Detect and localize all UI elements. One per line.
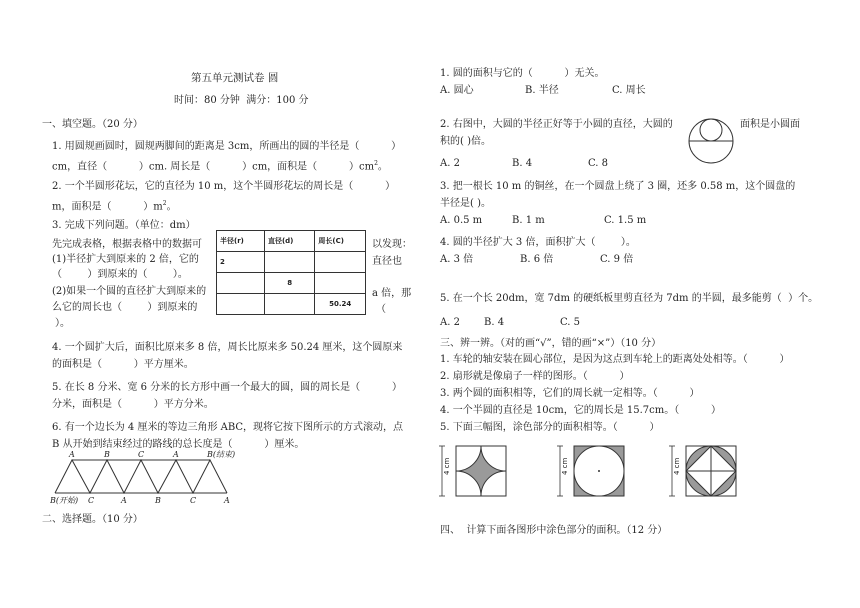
- dim-label-2: 4 cm: [561, 457, 569, 475]
- q1-line1: 1. 用圆规画圆时，圆规两脚间的距离是 3cm，所画出的圆的半径是（ ）: [52, 141, 402, 152]
- c4-option-a: A. 3 倍: [440, 254, 474, 265]
- section-choice-heading: 二、选择题。（10 分）: [42, 514, 143, 525]
- c4-option-c: C. 9 倍: [600, 254, 634, 265]
- c5-option-b: B. 4: [484, 317, 505, 328]
- table-cell: [264, 252, 314, 273]
- shaded-figures: [436, 440, 748, 510]
- c4-question: 4. 圆的半径扩大 3 倍，面积扩大（ ）。: [440, 237, 636, 248]
- q3-text-2: (1)半径扩大到原来的 2 倍，它的: [52, 254, 199, 265]
- q3-text-5: 么它的周长也（ ）到原来的: [52, 302, 198, 313]
- q6-line2: B 从开始到结束经过的路线的总长度是（ ）厘米。: [52, 439, 305, 450]
- q6-line1: 6. 有一个边长为 4 厘米的等边三角形 ABC，现将它按下图所示的方式滚动，点: [52, 422, 404, 433]
- tri-label-bottom: B: [155, 496, 161, 505]
- table-cell: [315, 273, 366, 294]
- q3-text-3: （ ）到原来的（ ）。: [52, 269, 188, 280]
- section-judge-heading: 三、辨一辨。（对的画“√”，错的画“×”）（10 分）: [440, 338, 662, 349]
- table-header-diameter: 直径(d): [264, 231, 314, 252]
- table-cell: [315, 252, 366, 273]
- circles-figure: [686, 116, 736, 166]
- c2-option-c: C. 8: [588, 158, 609, 169]
- q2-line2: m，面积是（ ）$m^2$。: [52, 200, 177, 213]
- rolling-triangles-figure: [50, 448, 250, 508]
- q3-table: [216, 230, 366, 315]
- tri-label-top: B: [104, 450, 110, 459]
- j2-statement: 2. 扇形就是像扇子一样的图形。（ ）: [440, 371, 630, 382]
- table-cell: [217, 273, 265, 294]
- q3-heading: 3. 完成下列问题。（单位：dm）: [52, 220, 196, 231]
- tri-label-bottom: A: [224, 496, 230, 505]
- c2-line1: 2. 右图中，大圆的半径正好等于小圆的直径，大圆的: [440, 119, 673, 130]
- q3-right-2: 直径也: [372, 256, 402, 267]
- section-fill-in-heading: 一、填空题。（20 分）: [42, 119, 143, 130]
- c4-option-b: B. 6 倍: [520, 254, 554, 265]
- q3-text-6: ）。: [55, 318, 70, 329]
- q1-line2: cm，直径（ ）cm. 周长是（ ）cm，面积是（ ）$cm^2$。: [52, 160, 388, 173]
- section-calc-heading: 四、 计算下面各图形中涂色部分的面积。（12 分）: [440, 525, 668, 536]
- tri-label-top: B(结束): [207, 450, 236, 459]
- c3-option-b: B. 1 m: [512, 215, 545, 226]
- c1-option-b: B. 半径: [525, 85, 559, 96]
- j5-statement: 5. 下面三幅图，涂色部分的面积相等。（ ）: [440, 422, 660, 433]
- table-cell: 50.24: [315, 294, 366, 315]
- table-cell: [264, 294, 314, 315]
- j4-statement: 4. 一个半圆的直径是 10cm，它的周长是 15.7cm。（ ）: [440, 405, 722, 416]
- table-cell: 8: [264, 273, 314, 294]
- c1-question: 1. 圆的面积与它的（ ）无关。: [440, 68, 605, 79]
- tri-label-top: C: [138, 450, 145, 459]
- table-cell: 2: [217, 252, 265, 273]
- c3-option-a: A. 0.5 m: [440, 215, 483, 226]
- table-cell: [217, 294, 265, 315]
- q4-line2: 的面积是（ ）平方厘米。: [52, 359, 194, 370]
- dim-label-3: 4 cm: [673, 457, 681, 475]
- dim-label-1: 4 cm: [443, 457, 451, 475]
- tri-label-bottom: C: [190, 496, 197, 505]
- q3-right-3: a 倍，那: [372, 288, 412, 299]
- tri-label-top: A: [173, 450, 179, 459]
- q4-line1: 4. 一个圆扩大后，面积比原来多 8 倍，周长比原来多 50.24 厘米，这个圆原来: [52, 342, 403, 353]
- time-score-line: 时间：80 分钟 满分：100 分: [174, 95, 309, 106]
- c1-option-c: C. 周长: [612, 85, 646, 96]
- c3-line2: 半径是( )。: [440, 198, 491, 209]
- c2-tail: 面积是小圆面: [740, 119, 800, 130]
- c2-line2: 积的( )倍。: [440, 136, 491, 147]
- c1-option-a: A. 圆心: [440, 85, 474, 96]
- c3-line1: 3. 把一根长 10 m 的铜丝，在一个圆盘上绕了 3 圈，还多 0.58 m，这个圆盘的: [440, 181, 796, 192]
- c2-option-a: A. 2: [440, 158, 460, 169]
- q3-text-1: 先完成表格，根据表格中的数据可: [52, 239, 202, 250]
- q5-line2: 分米，面积是（ ）平方分米。: [52, 399, 214, 410]
- c3-option-c: C. 1.5 m: [604, 215, 647, 226]
- q3-right-1: 以发现：: [372, 239, 412, 250]
- q2-line1: 2. 一个半圆形花坛，它的直径为 10 m，这个半圆形花坛的周长是（ ）: [52, 181, 396, 192]
- page-title: 第五单元测试卷 圆: [191, 72, 279, 84]
- c5-question: 5. 在一个长 20dm，宽 7dm 的硬纸板里剪直径为 7dm 的半圆，最多能剪（ ）个。: [440, 293, 819, 304]
- c2-option-b: B. 4: [512, 158, 533, 169]
- q3-right-4: （: [376, 304, 386, 315]
- tri-label-top: A: [69, 450, 75, 459]
- c5-option-a: A. 2: [440, 317, 460, 328]
- tri-label-bottom: C: [88, 496, 95, 505]
- table-header-radius: 半径(r): [217, 231, 265, 252]
- table-header-circumference: 周长(C): [315, 231, 366, 252]
- tri-label-bottom: A: [121, 496, 127, 505]
- j1-statement: 1. 车轮的轴安装在圆心部位，是因为这点到车轮上的距离处处相等。（ ）: [440, 354, 790, 365]
- j3-statement: 3. 两个圆的面积相等，它们的周长就一定相等。（ ）: [440, 388, 700, 399]
- q3-text-4: (2)如果一个圆的直径扩大到原来的: [52, 286, 207, 297]
- c5-option-c: C. 5: [560, 317, 581, 328]
- q5-line1: 5. 在长 8 分米、宽 6 分米的长方形中画一个最大的圆，圆的周长是（ ）: [52, 382, 402, 393]
- tri-label-bottom: B(开始): [50, 496, 79, 505]
